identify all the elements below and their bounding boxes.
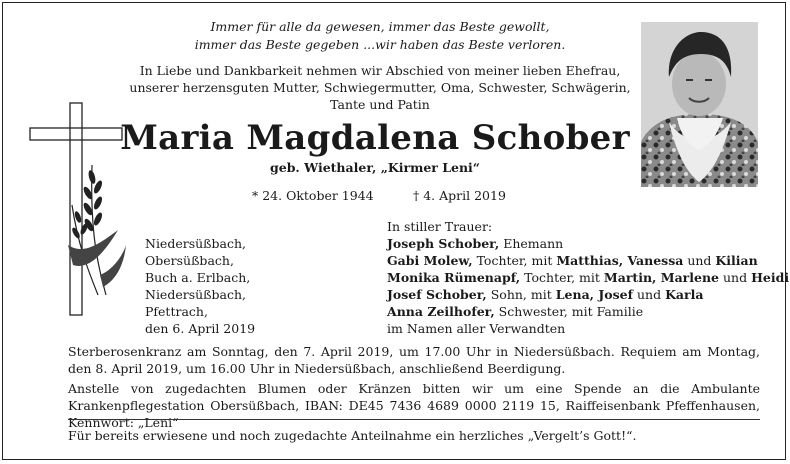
place-item: Niedersüßbach, [145, 236, 247, 251]
quote-line-2: immer das Beste gegeben ...wir haben das Beste verloren. [194, 37, 566, 52]
mourner-row: Joseph Schober, Ehemann [387, 236, 564, 251]
mourners-heading: In stiller Trauer: [387, 219, 493, 234]
mourner-row: Anna Zeilhofer, Schwester, mit Familie [387, 304, 644, 319]
intro-line-3: Tante und Patin [330, 97, 430, 112]
birth-date: * 24. Oktober 1944 [252, 188, 374, 203]
thanks-text: Für bereits erwiesene und noch zugedachte Anteilnahme ein herzliches „Vergelt’s Gott!“. [68, 428, 637, 443]
intro-line-1: In Liebe und Dankbarkeit nehmen wir Abschied von meiner lieben Ehefrau, [139, 63, 621, 78]
place-item: Pfettrach, [145, 304, 208, 319]
notice-date: den 6. April 2019 [145, 321, 256, 336]
place-item: Obersüßbach, [145, 253, 234, 268]
mourner-row: Josef Schober, Sohn, mit Lena, Josef und Karla [387, 287, 704, 302]
deceased-name: Maria Magdalena Schober [120, 118, 630, 158]
mourner-row: Gabi Molew, Tochter, mit Matthias, Vanessa und Kilian [387, 253, 758, 268]
opening-quote [60, 18, 700, 54]
mourner-row: im Namen aller Verwandten [387, 321, 566, 336]
service-info: Sterberosenkranz am Sonntag, den 7. April 2019, um 17.00 Uhr in Niedersüßbach. Requiem am Montag, den 8. April 2019, um 16.00 Uhr in Niedersüßbach, anschließend Beerdigung. [68, 344, 760, 376]
mourners-list [387, 218, 789, 337]
place-item: Buch a. Erlbach, [145, 270, 251, 285]
donation-info: Anstelle von zugedachten Blumen oder Kränzen bitten wir um eine Spende an die Ambulante Krankenpflegestation Obersüßbach, IBAN: DE45 7436 4689 0000 2119 15, Raiffeisenbank Pfeffenhausen, Kennwort: „Leni“ [68, 381, 760, 430]
place-item: Niedersüßbach, [145, 287, 247, 302]
places-list [145, 235, 255, 337]
mourner-row: Monika Rümenapf, Tochter, mit Martin, Marlene und Heidi [387, 270, 790, 285]
death-date: † 4. April 2019 [413, 188, 506, 203]
intro-text [60, 62, 700, 113]
divider [68, 419, 760, 420]
maiden-name: geb. Wiethaler, „Kirmer Leni“ [270, 160, 480, 175]
portrait-photo [641, 22, 758, 187]
quote-line-1: Immer für alle da gewesen, immer das Beste gewollt, [210, 19, 550, 34]
intro-line-2: unserer herzensguten Mutter, Schwiegermutter, Oma, Schwester, Schwägerin, [129, 80, 631, 95]
